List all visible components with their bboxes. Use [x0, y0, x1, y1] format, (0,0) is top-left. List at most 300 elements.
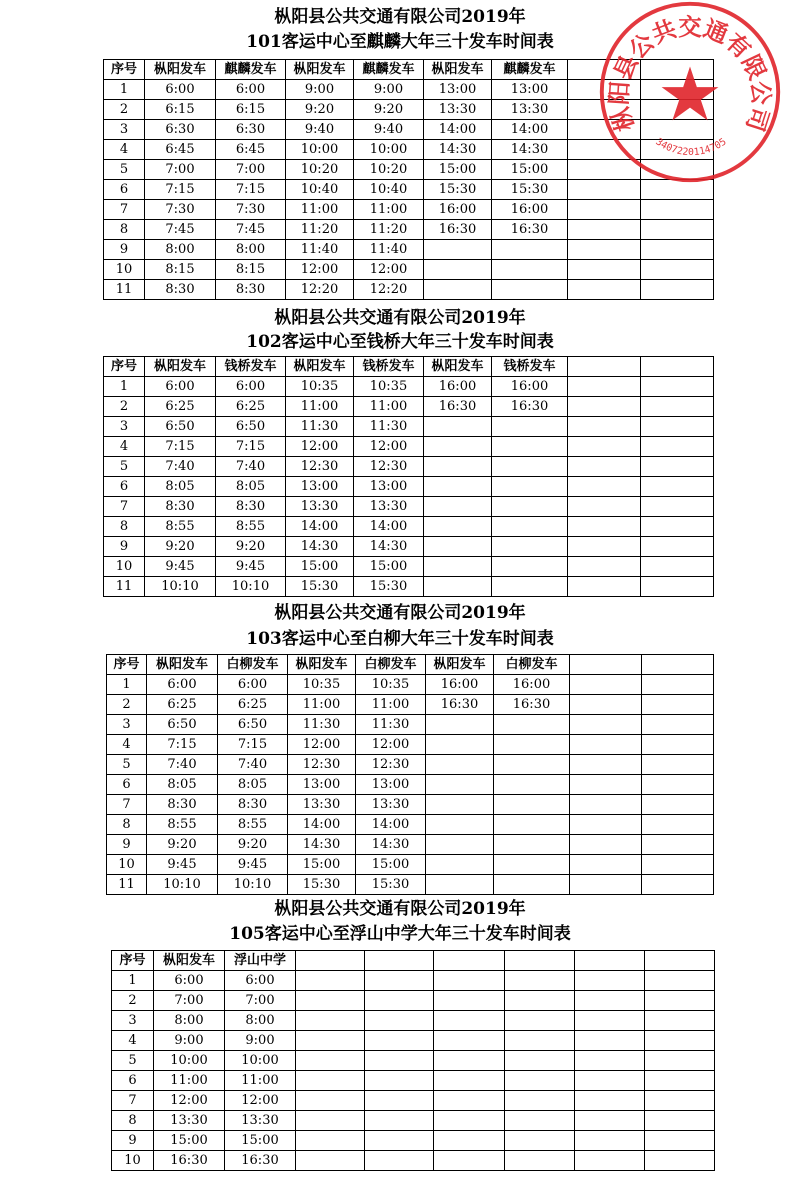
time-cell: 12:30	[286, 457, 354, 477]
time-cell	[568, 80, 641, 100]
row-number-cell: 8	[104, 220, 145, 240]
time-cell	[434, 971, 505, 991]
time-cell	[365, 971, 434, 991]
time-cell: 11:20	[286, 220, 354, 240]
time-cell	[642, 695, 714, 715]
time-cell	[505, 1091, 575, 1111]
time-cell: 8:30	[147, 795, 218, 815]
time-cell	[570, 715, 642, 735]
time-cell: 16:00	[492, 200, 568, 220]
time-cell: 8:30	[216, 497, 286, 517]
timetable-105-table	[111, 950, 715, 1171]
time-cell: 6:25	[147, 695, 218, 715]
time-cell	[492, 537, 568, 557]
time-cell	[296, 1151, 365, 1171]
table-row	[104, 557, 714, 577]
header-row	[112, 951, 715, 971]
row-number-cell: 4	[107, 735, 147, 755]
row-number-cell: 11	[107, 875, 147, 895]
row-number-cell: 2	[104, 100, 145, 120]
time-cell: 12:30	[356, 755, 426, 775]
time-cell: 6:50	[218, 715, 288, 735]
time-cell: 13:30	[492, 100, 568, 120]
time-cell: 6:30	[145, 120, 216, 140]
time-cell: 16:30	[424, 397, 492, 417]
time-cell	[568, 517, 641, 537]
time-cell: 6:50	[216, 417, 286, 437]
time-cell: 14:00	[492, 120, 568, 140]
time-cell	[494, 815, 570, 835]
time-cell: 7:15	[145, 437, 216, 457]
time-cell	[570, 775, 642, 795]
table-row	[104, 120, 714, 140]
time-cell	[641, 517, 714, 537]
time-cell	[492, 477, 568, 497]
table-row	[107, 775, 714, 795]
time-cell: 14:00	[354, 517, 424, 537]
row-number-cell: 6	[104, 477, 145, 497]
time-cell: 16:00	[424, 200, 492, 220]
time-cell: 8:55	[218, 815, 288, 835]
time-cell	[365, 991, 434, 1011]
time-cell: 9:20	[145, 537, 216, 557]
table-row	[104, 160, 714, 180]
time-cell	[296, 1051, 365, 1071]
time-cell	[575, 1031, 645, 1051]
time-cell	[505, 1051, 575, 1071]
time-cell	[645, 1051, 715, 1071]
time-cell	[424, 537, 492, 557]
time-cell	[575, 1111, 645, 1131]
time-cell	[641, 497, 714, 517]
time-cell: 13:00	[354, 477, 424, 497]
time-cell: 16:00	[494, 675, 570, 695]
time-cell: 11:30	[356, 715, 426, 735]
time-cell: 8:30	[216, 280, 286, 300]
row-number-cell: 5	[104, 457, 145, 477]
column-header	[568, 60, 641, 80]
time-cell: 10:40	[354, 180, 424, 200]
row-number-cell: 5	[112, 1051, 154, 1071]
time-cell	[570, 695, 642, 715]
time-cell	[505, 1131, 575, 1151]
time-cell: 13:30	[154, 1111, 225, 1131]
time-cell: 12:00	[225, 1091, 296, 1111]
time-cell: 9:20	[354, 100, 424, 120]
time-cell: 16:30	[424, 220, 492, 240]
time-cell: 9:45	[216, 557, 286, 577]
time-cell: 16:30	[225, 1151, 296, 1171]
row-number-cell: 3	[104, 120, 145, 140]
table-row	[104, 477, 714, 497]
time-cell: 12:30	[354, 457, 424, 477]
time-cell: 10:00	[225, 1051, 296, 1071]
table-row	[104, 100, 714, 120]
time-cell	[645, 1091, 715, 1111]
time-cell	[641, 377, 714, 397]
time-cell: 6:00	[218, 675, 288, 695]
time-cell	[570, 755, 642, 775]
column-header: 枞阳发车	[424, 60, 492, 80]
time-cell: 10:35	[354, 377, 424, 397]
time-cell	[575, 1011, 645, 1031]
timetable-105-title-line2: 105客运中心至浮山中学大年三十发车时间表	[229, 924, 571, 944]
time-cell	[641, 397, 714, 417]
time-cell	[426, 755, 494, 775]
time-cell	[492, 417, 568, 437]
time-cell: 11:00	[225, 1071, 296, 1091]
time-cell	[641, 80, 714, 100]
time-cell: 6:30	[216, 120, 286, 140]
time-cell: 15:30	[354, 577, 424, 597]
timetable-102-table	[103, 356, 714, 597]
column-header	[641, 357, 714, 377]
time-cell: 7:45	[145, 220, 216, 240]
row-number-cell: 6	[104, 180, 145, 200]
row-number-cell: 7	[104, 497, 145, 517]
time-cell	[365, 1031, 434, 1051]
time-cell	[505, 1111, 575, 1131]
time-cell: 11:30	[354, 417, 424, 437]
column-header: 白柳发车	[356, 655, 426, 675]
time-cell	[426, 795, 494, 815]
row-number-cell: 7	[104, 200, 145, 220]
table-row	[104, 80, 714, 100]
column-header: 枞阳发车	[154, 951, 225, 971]
time-cell	[492, 557, 568, 577]
time-cell: 15:00	[286, 557, 354, 577]
timetable-102-title-line1: 枞阳县公共交通有限公司2019年	[274, 308, 526, 328]
time-cell: 6:45	[216, 140, 286, 160]
time-cell: 15:30	[424, 180, 492, 200]
time-cell: 13:30	[424, 100, 492, 120]
table-row	[112, 1151, 715, 1171]
time-cell: 7:00	[145, 160, 216, 180]
time-cell: 9:20	[218, 835, 288, 855]
time-cell: 12:00	[286, 260, 354, 280]
time-cell	[505, 971, 575, 991]
table-row	[107, 835, 714, 855]
time-cell	[365, 1131, 434, 1151]
time-cell	[568, 377, 641, 397]
row-number-cell: 4	[104, 140, 145, 160]
time-cell: 9:45	[145, 557, 216, 577]
time-cell	[424, 477, 492, 497]
time-cell: 10:00	[354, 140, 424, 160]
row-number-cell: 3	[104, 417, 145, 437]
time-cell	[296, 1111, 365, 1131]
time-cell: 9:00	[286, 80, 354, 100]
row-number-cell: 5	[107, 755, 147, 775]
time-cell	[575, 1151, 645, 1171]
time-cell: 16:30	[426, 695, 494, 715]
time-cell: 14:00	[356, 815, 426, 835]
time-cell: 9:00	[154, 1031, 225, 1051]
time-cell	[434, 1151, 505, 1171]
column-header: 序号	[104, 60, 145, 80]
time-cell: 16:30	[154, 1151, 225, 1171]
row-number-cell: 10	[104, 557, 145, 577]
time-cell	[296, 1031, 365, 1051]
time-cell: 8:00	[225, 1011, 296, 1031]
row-number-cell: 7	[112, 1091, 154, 1111]
time-cell: 7:40	[218, 755, 288, 775]
time-cell: 15:30	[356, 875, 426, 895]
time-cell	[424, 517, 492, 537]
time-cell	[424, 280, 492, 300]
table-row	[104, 497, 714, 517]
time-cell	[568, 220, 641, 240]
time-cell: 12:00	[354, 260, 424, 280]
time-cell: 13:30	[356, 795, 426, 815]
time-cell: 15:00	[492, 160, 568, 180]
time-cell	[641, 577, 714, 597]
column-header: 麒麟发车	[492, 60, 568, 80]
time-cell	[642, 875, 714, 895]
row-number-cell: 4	[104, 437, 145, 457]
time-cell: 9:20	[286, 100, 354, 120]
table-row	[107, 855, 714, 875]
time-cell: 14:30	[288, 835, 356, 855]
time-cell	[296, 1131, 365, 1151]
time-cell	[570, 795, 642, 815]
time-cell	[365, 1011, 434, 1031]
time-cell: 7:00	[216, 160, 286, 180]
column-header: 枞阳发车	[424, 357, 492, 377]
time-cell: 6:15	[145, 100, 216, 120]
time-cell	[494, 855, 570, 875]
time-cell	[575, 991, 645, 1011]
column-header	[570, 655, 642, 675]
time-cell	[296, 991, 365, 1011]
time-cell: 14:30	[286, 537, 354, 557]
table-row	[104, 260, 714, 280]
time-cell	[296, 971, 365, 991]
time-cell	[492, 497, 568, 517]
time-cell: 8:30	[218, 795, 288, 815]
table-row	[112, 991, 715, 1011]
time-cell	[568, 200, 641, 220]
time-cell: 6:50	[147, 715, 218, 735]
time-cell	[492, 260, 568, 280]
time-cell: 9:00	[354, 80, 424, 100]
time-cell	[568, 180, 641, 200]
time-cell	[296, 1011, 365, 1031]
time-cell: 11:40	[286, 240, 354, 260]
time-cell	[505, 1151, 575, 1171]
time-cell: 14:30	[354, 537, 424, 557]
time-cell: 8:30	[145, 280, 216, 300]
time-cell: 9:45	[218, 855, 288, 875]
time-cell: 12:00	[356, 735, 426, 755]
time-cell	[645, 1111, 715, 1131]
row-number-cell: 11	[104, 577, 145, 597]
table-row	[112, 1071, 715, 1091]
row-number-cell: 4	[112, 1031, 154, 1051]
time-cell	[365, 1111, 434, 1131]
time-cell: 14:00	[286, 517, 354, 537]
time-cell: 10:00	[286, 140, 354, 160]
time-cell	[434, 991, 505, 1011]
time-cell: 6:25	[218, 695, 288, 715]
time-cell	[570, 735, 642, 755]
time-cell	[642, 775, 714, 795]
time-cell: 6:50	[145, 417, 216, 437]
time-cell: 15:00	[225, 1131, 296, 1151]
table-row	[104, 200, 714, 220]
time-cell	[494, 755, 570, 775]
time-cell: 11:30	[288, 715, 356, 735]
column-header: 序号	[112, 951, 154, 971]
time-cell: 8:00	[154, 1011, 225, 1031]
time-cell	[645, 1151, 715, 1171]
time-cell: 14:30	[356, 835, 426, 855]
time-cell: 10:00	[154, 1051, 225, 1071]
column-header: 白柳发车	[218, 655, 288, 675]
column-header: 枞阳发车	[145, 60, 216, 80]
row-number-cell: 6	[107, 775, 147, 795]
time-cell: 10:35	[356, 675, 426, 695]
time-cell	[492, 437, 568, 457]
time-cell: 8:30	[145, 497, 216, 517]
table-row	[112, 971, 715, 991]
time-cell	[575, 1091, 645, 1111]
time-cell: 14:00	[288, 815, 356, 835]
time-cell: 8:00	[145, 240, 216, 260]
time-cell	[568, 577, 641, 597]
time-cell: 13:00	[492, 80, 568, 100]
time-cell	[568, 140, 641, 160]
time-cell: 11:00	[354, 200, 424, 220]
time-cell: 13:30	[286, 497, 354, 517]
time-cell: 8:15	[216, 260, 286, 280]
time-cell	[641, 220, 714, 240]
time-cell	[642, 675, 714, 695]
time-cell	[645, 1131, 715, 1151]
time-cell	[492, 240, 568, 260]
time-cell: 7:15	[216, 437, 286, 457]
column-header	[645, 951, 715, 971]
time-cell: 14:00	[424, 120, 492, 140]
time-cell	[641, 180, 714, 200]
table-row	[104, 437, 714, 457]
time-cell	[424, 577, 492, 597]
time-cell: 13:00	[424, 80, 492, 100]
time-cell	[492, 577, 568, 597]
time-cell	[424, 557, 492, 577]
time-cell: 7:30	[145, 200, 216, 220]
time-cell	[642, 815, 714, 835]
time-cell	[494, 795, 570, 815]
header-row	[107, 655, 714, 675]
time-cell: 6:45	[145, 140, 216, 160]
table-row	[107, 715, 714, 735]
time-cell: 10:20	[286, 160, 354, 180]
time-cell: 10:40	[286, 180, 354, 200]
time-cell	[642, 715, 714, 735]
column-header: 钱桥发车	[216, 357, 286, 377]
time-cell	[641, 160, 714, 180]
time-cell: 15:00	[356, 855, 426, 875]
time-cell	[365, 1071, 434, 1091]
time-cell: 12:30	[288, 755, 356, 775]
time-cell	[641, 437, 714, 457]
time-cell	[365, 1091, 434, 1111]
time-cell: 11:20	[354, 220, 424, 240]
column-header	[575, 951, 645, 971]
time-cell	[568, 497, 641, 517]
table-row	[107, 695, 714, 715]
time-cell	[492, 517, 568, 537]
time-cell	[641, 557, 714, 577]
time-cell: 9:45	[147, 855, 218, 875]
time-cell	[642, 835, 714, 855]
time-cell: 12:00	[288, 735, 356, 755]
column-header: 钱桥发车	[354, 357, 424, 377]
timetable-102-title-line2: 102客运中心至钱桥大年三十发车时间表	[246, 332, 554, 352]
table-row	[112, 1111, 715, 1131]
time-cell: 7:40	[145, 457, 216, 477]
time-cell	[492, 280, 568, 300]
time-cell	[424, 497, 492, 517]
time-cell	[645, 1071, 715, 1091]
time-cell	[424, 457, 492, 477]
column-header: 麒麟发车	[216, 60, 286, 80]
time-cell: 14:30	[424, 140, 492, 160]
header-row	[104, 60, 714, 80]
timetable-103-table	[106, 654, 714, 895]
time-cell	[641, 140, 714, 160]
table-row	[104, 240, 714, 260]
time-cell	[568, 537, 641, 557]
table-row	[112, 1051, 715, 1071]
time-cell	[641, 100, 714, 120]
time-cell	[641, 120, 714, 140]
time-cell	[494, 875, 570, 895]
time-cell: 7:15	[218, 735, 288, 755]
time-cell	[575, 1051, 645, 1071]
time-cell	[494, 735, 570, 755]
time-cell	[568, 260, 641, 280]
time-cell	[642, 795, 714, 815]
time-cell	[641, 240, 714, 260]
time-cell: 6:00	[225, 971, 296, 991]
time-cell	[568, 457, 641, 477]
time-cell: 9:40	[354, 120, 424, 140]
timetable-103-title-line2: 103客运中心至白柳大年三十发车时间表	[246, 629, 554, 649]
time-cell	[575, 1071, 645, 1091]
column-header: 白柳发车	[494, 655, 570, 675]
column-header: 浮山中学	[225, 951, 296, 971]
column-header	[568, 357, 641, 377]
table-row	[104, 220, 714, 240]
time-cell	[434, 1091, 505, 1111]
time-cell: 6:00	[216, 80, 286, 100]
time-cell: 8:05	[218, 775, 288, 795]
time-cell: 15:30	[288, 875, 356, 895]
table-row	[104, 140, 714, 160]
time-cell: 16:30	[492, 220, 568, 240]
time-cell: 10:10	[216, 577, 286, 597]
row-number-cell: 2	[112, 991, 154, 1011]
table-row	[104, 280, 714, 300]
time-cell	[434, 1031, 505, 1051]
time-cell	[424, 437, 492, 457]
column-header: 序号	[107, 655, 147, 675]
time-cell: 8:55	[147, 815, 218, 835]
time-cell: 10:20	[354, 160, 424, 180]
column-header: 枞阳发车	[145, 357, 216, 377]
